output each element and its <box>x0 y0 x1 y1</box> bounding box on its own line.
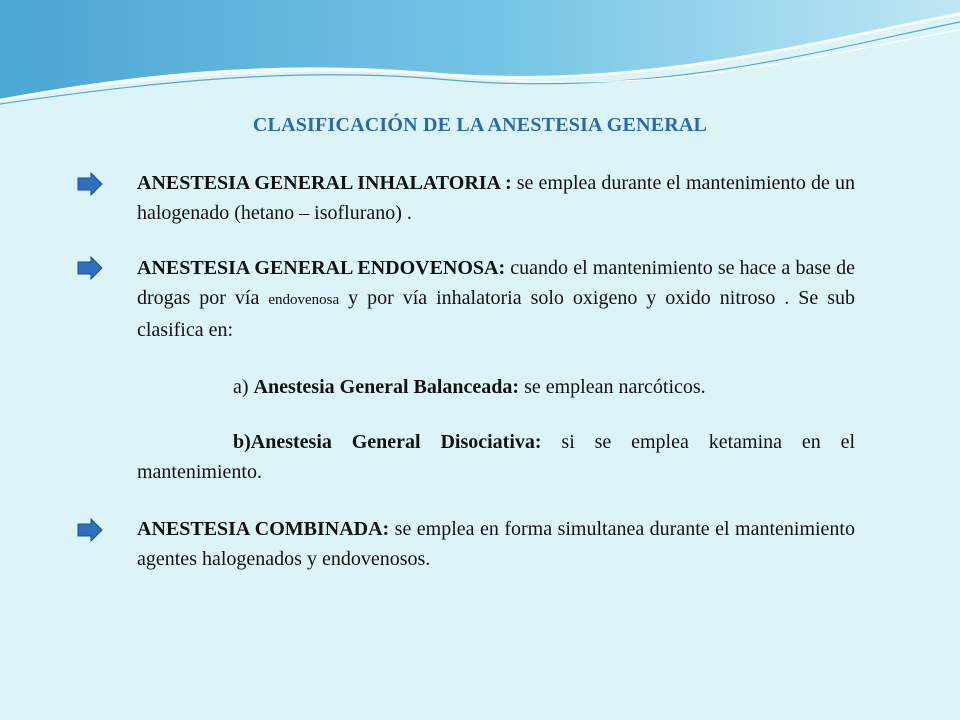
item-endovenosa-heading: ANESTESIA GENERAL ENDOVENOSA: <box>137 257 506 279</box>
item-inhalatoria <box>137 168 855 228</box>
item-endovenosa <box>137 253 855 345</box>
subitem-balanceada-text: se emplean narcóticos. <box>524 376 706 398</box>
arrow-right-icon <box>77 172 103 196</box>
subitem-disociativa <box>137 427 855 487</box>
item-endovenosa-text-2: y por vía inhalatoria solo oxigeno y oxido nitroso . Se sub clasifica en: <box>137 287 856 341</box>
item-endovenosa-text-1: cuando el mantenimiento se hace a base de drogas por vía <box>137 257 855 309</box>
subitem-balanceada <box>137 372 855 402</box>
item-combinada-heading: ANESTESIA COMBINADA: <box>137 518 390 540</box>
item-inhalatoria-heading: ANESTESIA GENERAL INHALATORIA : <box>137 172 512 194</box>
subitem-balanceada-heading: Anestesia General Balanceada: <box>253 376 520 398</box>
subitem-disociativa-heading: Anestesia General Disociativa: <box>250 431 542 453</box>
subitem-disociativa-text: si se emplea ketamina en el mantenimiento. <box>137 431 856 483</box>
subitem-disociativa-label: b) <box>233 431 251 453</box>
item-combinada-text: se emplea en forma simultanea durante el mantenimiento agentes halogenados y endovenosos. <box>137 518 855 570</box>
subitem-balanceada-label: a) <box>233 376 249 398</box>
item-endovenosa-text-small: endovenosa <box>268 292 340 308</box>
header-wave-decoration <box>0 0 960 130</box>
item-combinada <box>137 514 855 574</box>
slide-title: CLASIFICACIÓN DE LA ANESTESIA GENERAL <box>252 114 708 136</box>
arrow-right-icon <box>77 256 103 280</box>
item-inhalatoria-text: se emplea durante el mantenimiento de un halogenado (hetano – isoflurano) . <box>137 172 856 224</box>
arrow-right-icon <box>77 518 103 542</box>
